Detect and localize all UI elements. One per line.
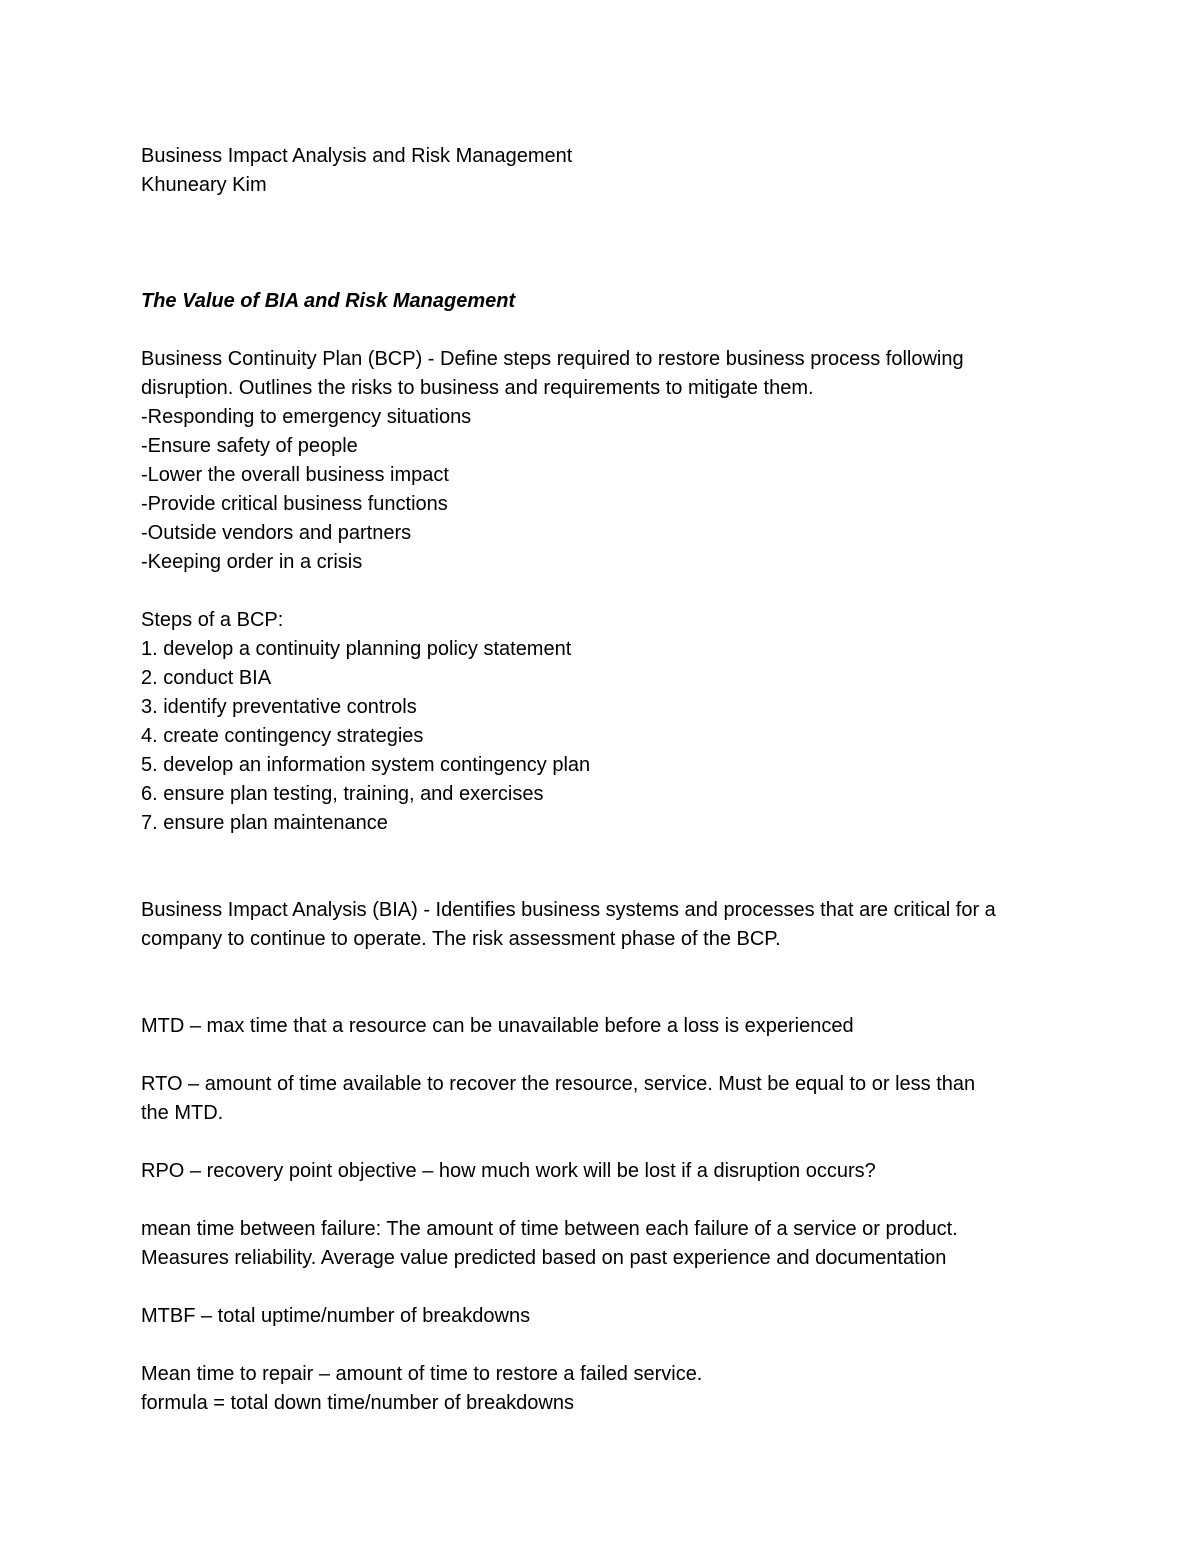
document-body [141, 142, 1061, 1418]
bia-definition-line-2: company to continue to operate. The risk assessment phase of the BCP. [141, 928, 781, 950]
mtbf-definition-line-1: mean time between failure: The amount of time between each failure of a service or product. [141, 1218, 958, 1240]
bcp-definition-line-2: disruption. Outlines the risks to business and requirements to mitigate them. [141, 377, 814, 399]
spacer [141, 577, 1061, 606]
spacer [141, 1128, 1061, 1157]
bcp-bullet: -Keeping order in a crisis [141, 551, 363, 573]
spacer [141, 838, 1061, 867]
spacer [141, 229, 1061, 258]
rpo-definition: RPO – recovery point objective – how much work will be lost if a disruption occurs? [141, 1160, 876, 1182]
spacer [141, 954, 1061, 983]
bcp-bullet: -Provide critical business functions [141, 493, 448, 515]
step-item: 6. ensure plan testing, training, and exercises [141, 783, 544, 805]
step-item: 1. develop a continuity planning policy statement [141, 638, 572, 660]
steps-heading: Steps of a BCP: [141, 609, 284, 631]
document-title: Business Impact Analysis and Risk Management [141, 145, 573, 167]
mtbf-definition-line-2: Measures reliability. Average value predicted based on past experience and documentation [141, 1247, 947, 1269]
spacer [141, 1186, 1061, 1215]
bia-definition-line-1: Business Impact Analysis (BIA) - Identifies business systems and processes that are critical for a [141, 899, 996, 921]
spacer [141, 1041, 1061, 1070]
document-author: Khuneary Kim [141, 174, 267, 196]
mtd-definition: MTD – max time that a resource can be unavailable before a loss is experienced [141, 1015, 854, 1037]
step-item: 3. identify preventative controls [141, 696, 417, 718]
spacer [141, 1331, 1061, 1360]
spacer [141, 316, 1061, 345]
spacer [141, 1273, 1061, 1302]
mtbf-formula: MTBF – total uptime/number of breakdowns [141, 1305, 531, 1327]
step-item: 4. create contingency strategies [141, 725, 424, 747]
step-item: 7. ensure plan maintenance [141, 812, 388, 834]
rto-definition-line-2: the MTD. [141, 1102, 224, 1124]
bcp-definition-line-1: Business Continuity Plan (BCP) - Define steps required to restore business process following [141, 348, 964, 370]
bcp-bullet: -Ensure safety of people [141, 435, 358, 457]
step-item: 2. conduct BIA [141, 667, 272, 689]
bcp-bullet: -Outside vendors and partners [141, 522, 412, 544]
spacer [141, 867, 1061, 896]
mttr-formula: formula = total down time/number of breakdowns [141, 1392, 574, 1414]
spacer [141, 200, 1061, 229]
spacer [141, 983, 1061, 1012]
bcp-bullet: -Responding to emergency situations [141, 406, 472, 428]
step-item: 5. develop an information system contingency plan [141, 754, 591, 776]
section-heading-value: The Value of BIA and Risk Management [141, 290, 516, 312]
spacer [141, 258, 1061, 287]
mttr-definition: Mean time to repair – amount of time to restore a failed service. [141, 1363, 703, 1385]
bcp-bullet: -Lower the overall business impact [141, 464, 449, 486]
rto-definition-line-1: RTO – amount of time available to recover the resource, service. Must be equal to or less than [141, 1073, 976, 1095]
